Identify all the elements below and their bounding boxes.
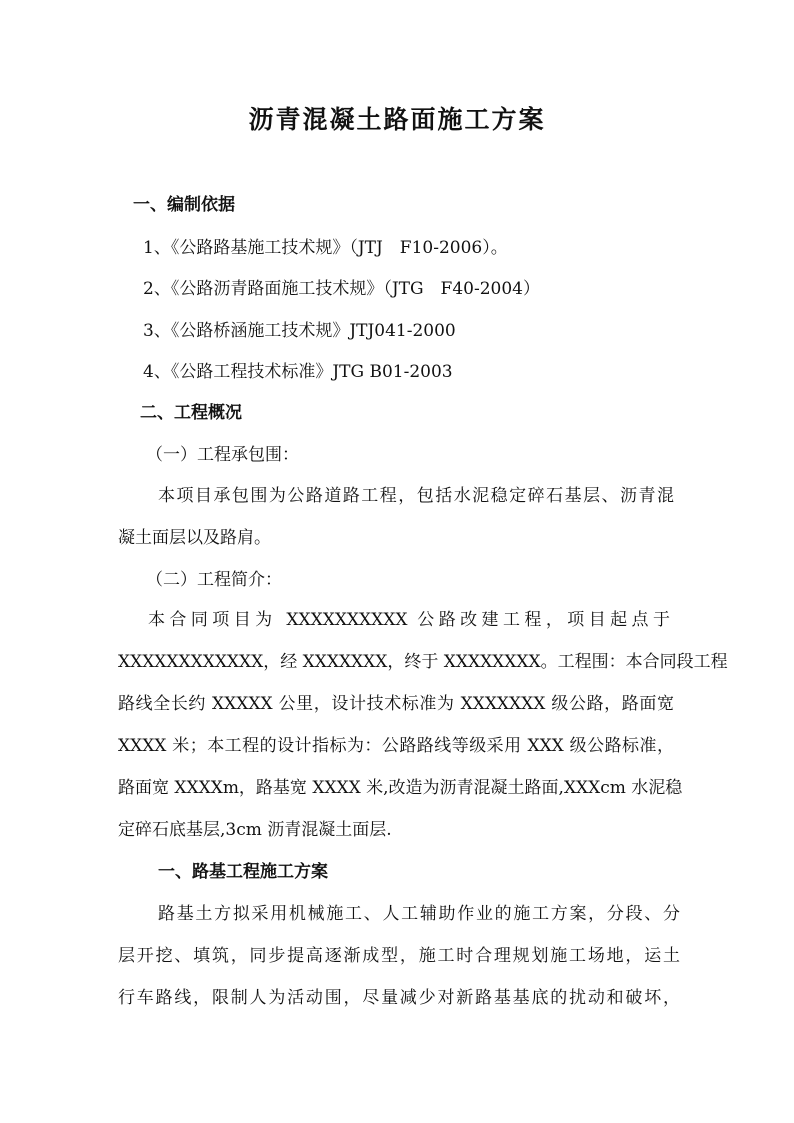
basis-item-3: 3、《公路桥涵施工技术规》JTJ041-2000: [143, 321, 456, 341]
subheading-scope: （一）工程承包围：: [146, 445, 299, 465]
basis-item-4: 4、《公路工程技术标准》JTG B01-2003: [143, 362, 453, 382]
document-title: 沥青混凝土路面施工方案: [248, 105, 546, 134]
paragraph-line: 行车路线，限制人为活动围，尽量减少对新路基基底的扰动和破坏，: [118, 988, 680, 1008]
paragraph-line: 路基土方拟采用机械施工、人工辅助作业的施工方案，分段、分: [158, 904, 680, 924]
paragraph-line: 本项目承包围为公路道路工程，包括水泥稳定碎石基层、沥青混: [158, 486, 674, 506]
section-heading-subgrade: 一、路基工程施工方案: [158, 862, 328, 882]
subheading-intro: （二）工程简介：: [146, 570, 282, 590]
basis-item-1: 1、《公路路基施工技术规》（JTJ F10-2006）。: [143, 238, 508, 258]
paragraph-line: 本合同项目为 XXXXXXXXXX 公路改建工程，项目起点于: [148, 610, 670, 630]
paragraph-line: 路线全长约 XXXXX 公里，设计技术标准为 XXXXXXX 级公路，路面宽: [118, 694, 674, 714]
paragraph-line: XXXX 米；本工程的设计指标为：公路路线等级采用 XXX 级公路标准，: [118, 736, 674, 756]
basis-item-2: 2、《公路沥青路面施工技术规》（JTG F40-2004）: [143, 279, 540, 299]
paragraph-line: 定碎石底基层,3cm 沥青混凝土面层.: [118, 820, 392, 840]
paragraph-line: XXXXXXXXXXXX，经 XXXXXXX，终于 XXXXXXXX。工程围：本合同段工程: [118, 652, 728, 672]
paragraph-line: 层开挖、填筑，同步提高逐渐成型，施工时合理规划施工场地，运土: [118, 946, 680, 966]
section-heading-overview: 二、工程概况: [140, 403, 242, 423]
section-heading-basis: 一、编制依据: [133, 195, 235, 215]
paragraph-line: 凝土面层以及路肩。: [118, 528, 271, 548]
paragraph-line: 路面宽 XXXXm，路基宽 XXXX 米,改造为沥青混凝土路面,XXXcm 水泥稳: [118, 778, 683, 798]
